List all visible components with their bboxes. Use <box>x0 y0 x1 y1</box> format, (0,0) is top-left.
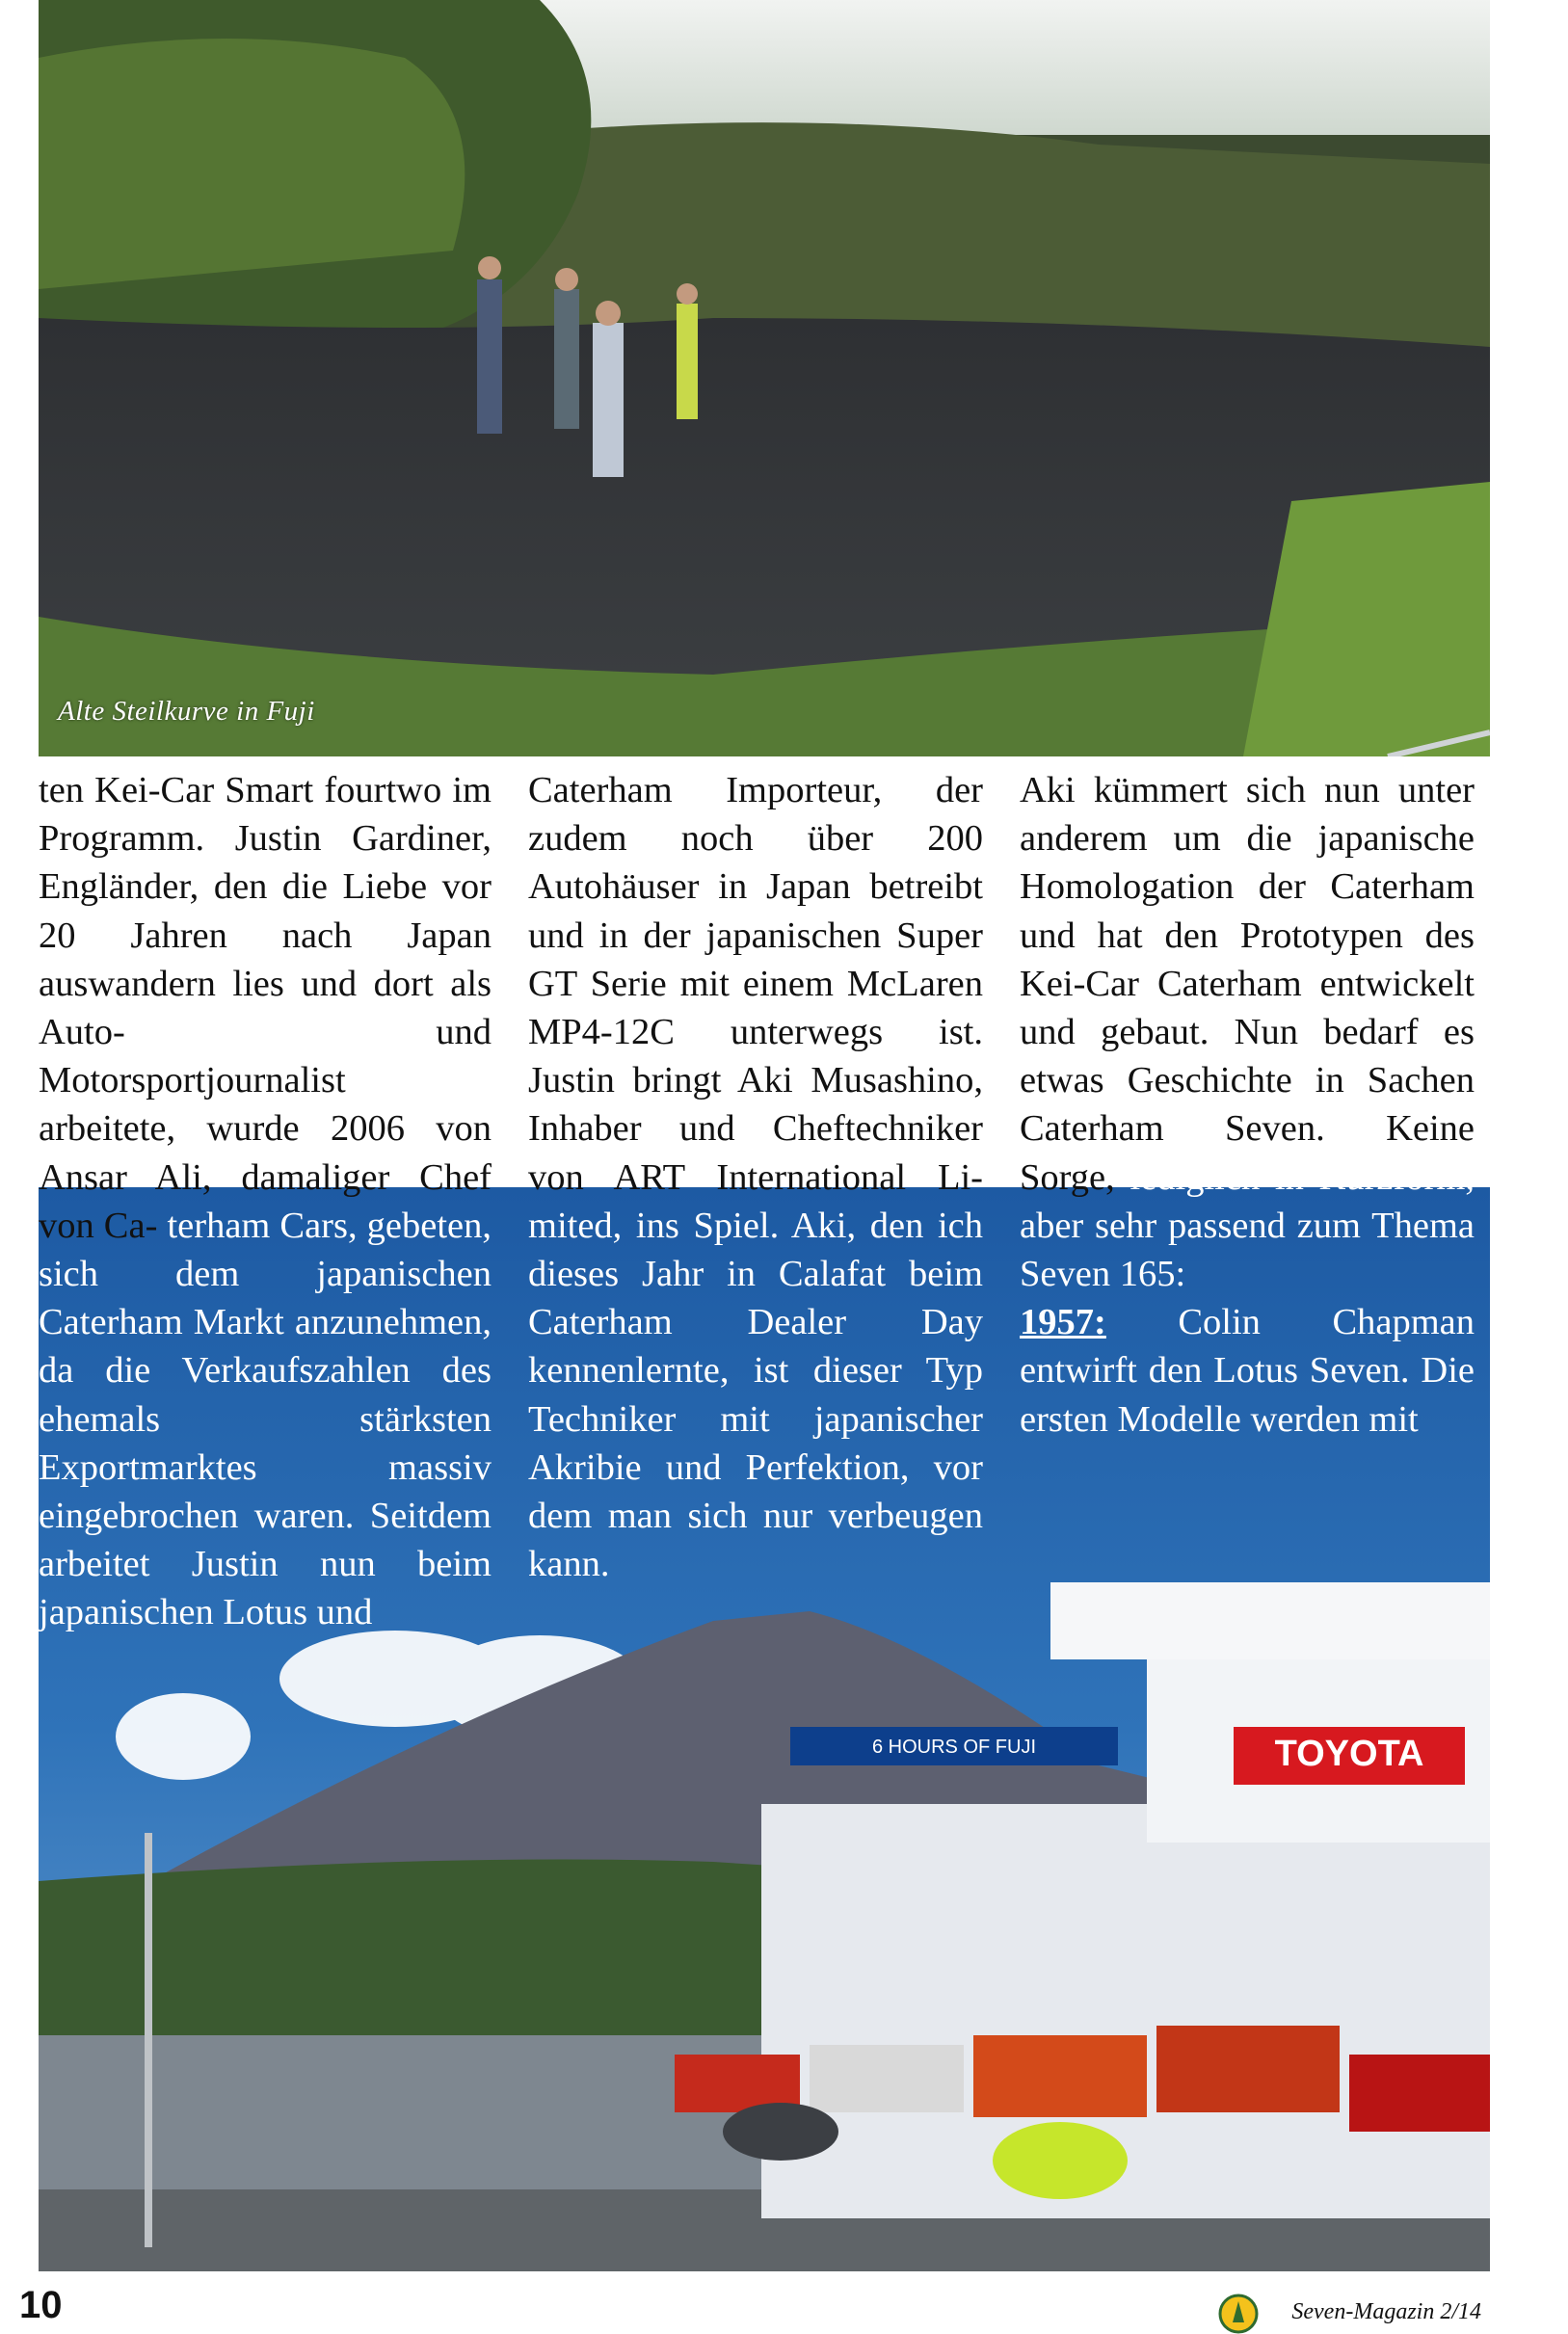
page-number: 10 <box>19 2284 63 2326</box>
banked-curve-illustration <box>39 0 1490 756</box>
light-pole <box>145 1833 152 2247</box>
column-2-text-dark: Caterham Importeur, der zudem noch über 200 Autohäuser in Japan betreibt und in der japanischen Super GT Serie mit einem McLaren MP4-12C unterwegs ist. Justin bringt Aki Musashino, Inhaber und Cheftechniker von ART International Li- <box>528 770 983 1198</box>
banked-curve-photo <box>39 0 1490 756</box>
column-3-text-light: lediglich in Kurzform, aber sehr passend zum Thema Seven 165: <box>1020 1156 1475 1295</box>
wec-sign: 6 HOURS OF FUJI <box>871 1737 1037 1758</box>
column-3-text-dark: Aki kümmert sich nun unter anderem um die japanische Homologation der Caterham und hat den Prototypen des Kei-Car Caterham entwickelt und gebaut. Nun bedarf es etwas Geschichte in Sachen Caterham Seven. Keine Sorge, <box>1020 770 1475 1198</box>
column-1-text-light: terham Cars, gebeten, sich dem japanischen Caterham Markt anzunehmen, da die Verkaufszahlen des ehemals stärksten Exportmarktes massiv eingebrochen waren. Seitdem arbeitet Justin nun beim japanischen Lotus und <box>39 1205 492 1633</box>
column-1-text-dark: ten Kei-Car Smart fourtwo im Programm. Justin Gardiner, Engländer, den die Liebe vor 20 Jahren nach Japan auswandern lies und dort als Auto- und Motorsportjournalist arbeitete, wurde 2006 von Ansar Ali, damaliger Chef von Ca- <box>39 770 492 1246</box>
toyota-sign: TOYOTA <box>1274 1734 1424 1774</box>
photo-caption: Alte Steilkurve in Fuji <box>58 696 315 727</box>
magazine-footer: Seven-Magazin 2/14 <box>1291 2299 1481 2324</box>
lotus-seven-logo-icon <box>1218 2294 1259 2334</box>
article-column-3 <box>1020 766 1475 1444</box>
column-2-text-light: mited, ins Spiel. Aki, den ich dieses Jahr in Calafat beim Caterham Dealer Day kennenlernte, ist dieser Typ Techniker mit japanischer Akribie und Perfektion, vor dem man sich nur verbeugen kann. <box>528 1205 983 1585</box>
year-1957: 1957: <box>1020 1302 1106 1343</box>
column-3-year-text: Colin Chapman entwirft den Lotus Seven. Die ersten Modelle werden mit <box>1020 1302 1475 1440</box>
article-column-2 <box>528 766 983 1588</box>
article-column-1 <box>39 766 492 1637</box>
